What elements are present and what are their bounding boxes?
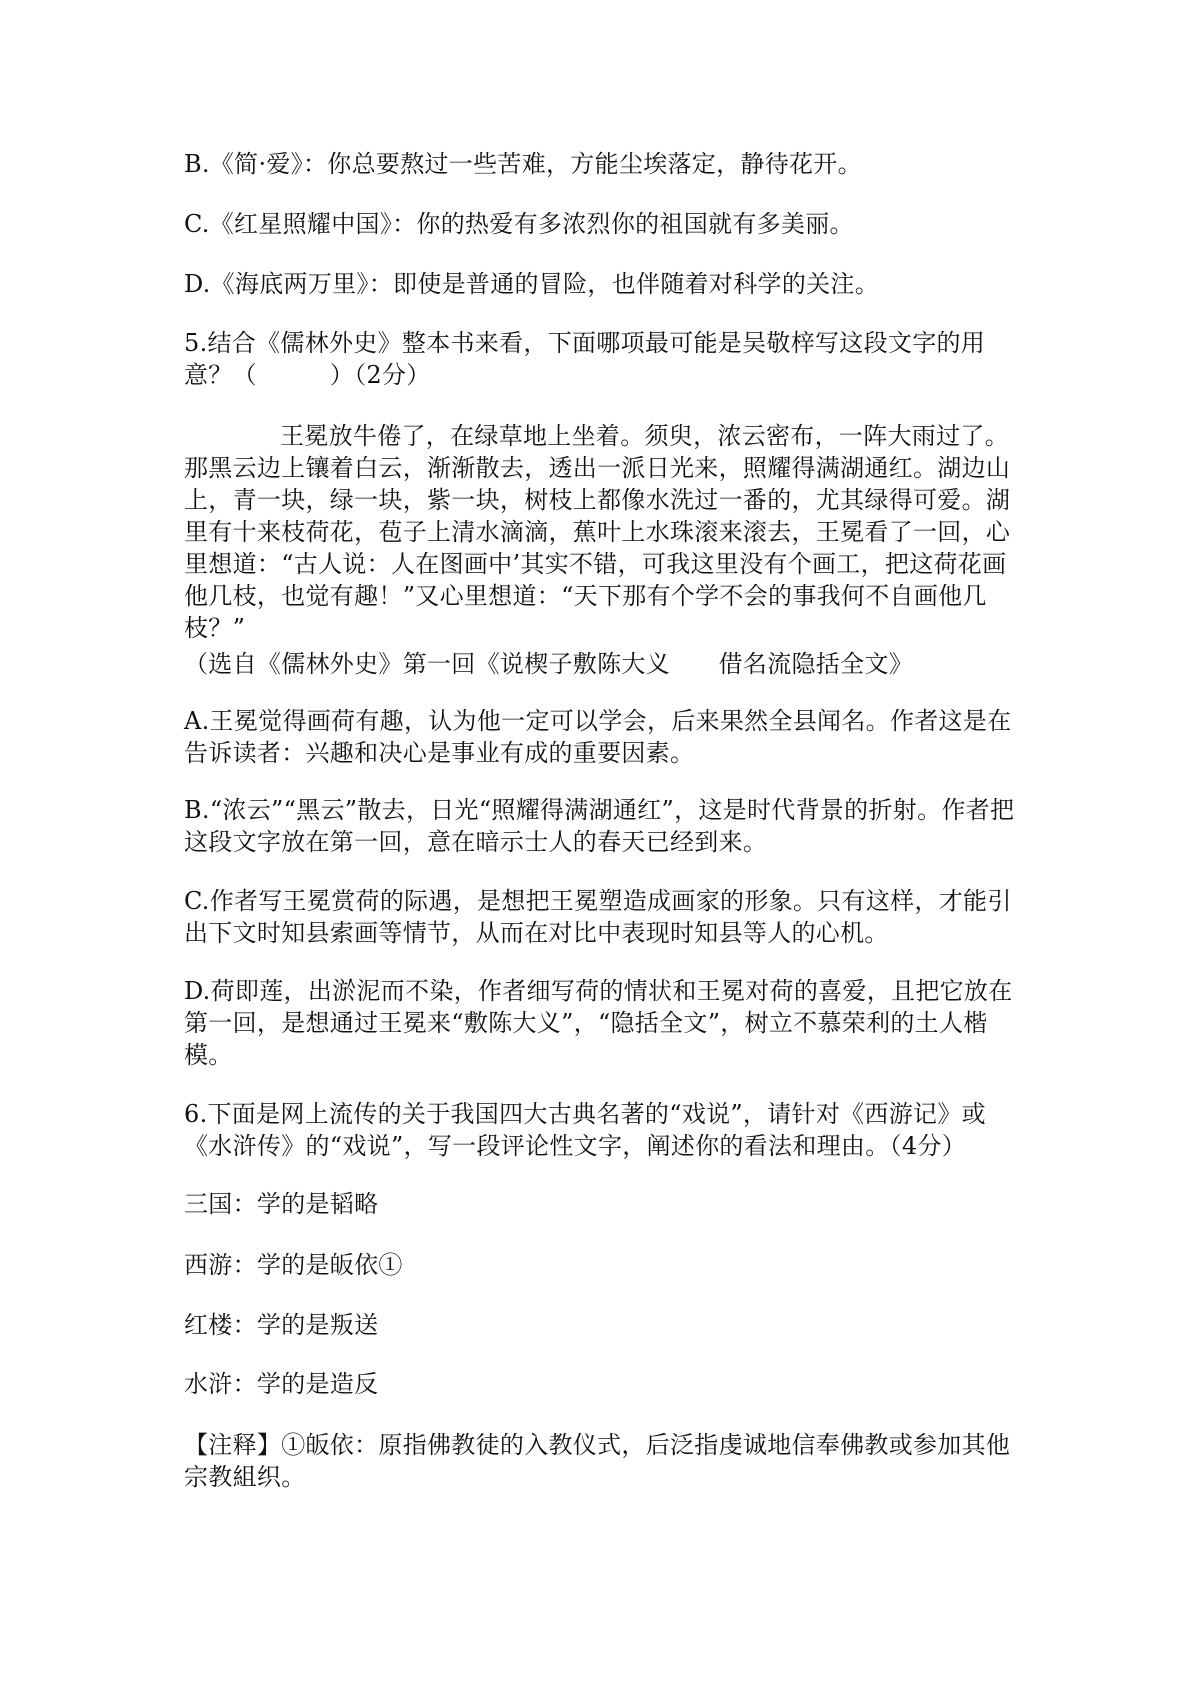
option-q4-c: C.《红星照耀中国》：你的热爱有多浓烈你的祖国就有多美丽。 (184, 210, 854, 238)
option-q4-b: B.《简·爱》：你总要熬过一些苦难，方能尘埃落定，静待花开。 (184, 150, 862, 178)
question6-stem: 6.下面是网上流传的关于我国四大古典名著的“戏说”，请针对《西游记》或《水浒传》的“戏说”，写一段评论性文字，阐述你的看法和理由。（4分） (184, 1100, 986, 1160)
question6-note: 【注释】①皈依：原指佛教徒的入教仪式，后泛指虔诚地信奉佛教或参加其他宗教組织。 (184, 1431, 1011, 1491)
question5-option-a: A.王冕觉得画荷有趣，认为他一定可以学会，后来果然全县闻名。作者这是在告诉读者：兴趣和决心是事业有成的重要因素。 (184, 707, 1012, 767)
question6-line-sanguo: 三国：学的是韬略 (184, 1190, 379, 1218)
question5-source: （选自《儒林外史》第一回《说楔子敷陈大义 借名流隐括全文》 (184, 650, 913, 678)
question6-line-xiyou: 西游：学的是皈依① (184, 1251, 403, 1279)
option-q4-d: D.《海底两万里》：即使是普通的冒险，也伴随着对科学的关注。 (184, 270, 880, 298)
question6-line-honglou: 红楼：学的是叛送 (184, 1311, 379, 1339)
question5-option-b: B.“浓云”“黑云”散去，日光“照耀得满湖通红”，这是时代背景的折射。作者把这段文字放在第一回，意在暗示士人的春天已经到来。 (184, 796, 1015, 856)
question5-passage: 王冕放牛倦了，在绿草地上坐着。须臾，浓云密布，一阵大雨过了。那黑云边上镶着白云，渐渐散去，透出一派日光来，照耀得满湖通红。湖边山上，青一块，绿一块，紫一块，树枝上都像水洗过一番的，尤其绿得可爱。湖里有十来枝荷花，苞子上清水滴滴，蕉叶上水珠滚来滚去，王冕看了一回，心里想道：“古人说：人在图画中’其实不错，可我这里没有个画工，把这荷花画他几枝，也觉有趣！”又心里想道：“天下那有个学不会的事我何不自画他几枝？” (184, 422, 1011, 642)
question6-line-shuihu: 水浒：学的是造反 (184, 1370, 379, 1398)
question5-stem: 5.结合《儒林外史》整本书来看，下面哪项最可能是吴敬梓写这段文字的用意？（ ）（2分） (184, 329, 986, 389)
question5-option-d: D.荷即莲，出淤泥而不染，作者细写荷的情状和王冕对荷的喜爱，且把它放在第一回，是想通过王冕来“敷陈大义”，“隐括全文”，树立不慕荣利的土人楷模。 (184, 977, 1013, 1069)
question5-option-c: C.作者写王冕赏荷的际遇，是想把王冕塑造成画家的形象。只有这样，才能引出下文时知县索画等情节，从而在对比中表现时知县等人的心机。 (184, 887, 1012, 947)
